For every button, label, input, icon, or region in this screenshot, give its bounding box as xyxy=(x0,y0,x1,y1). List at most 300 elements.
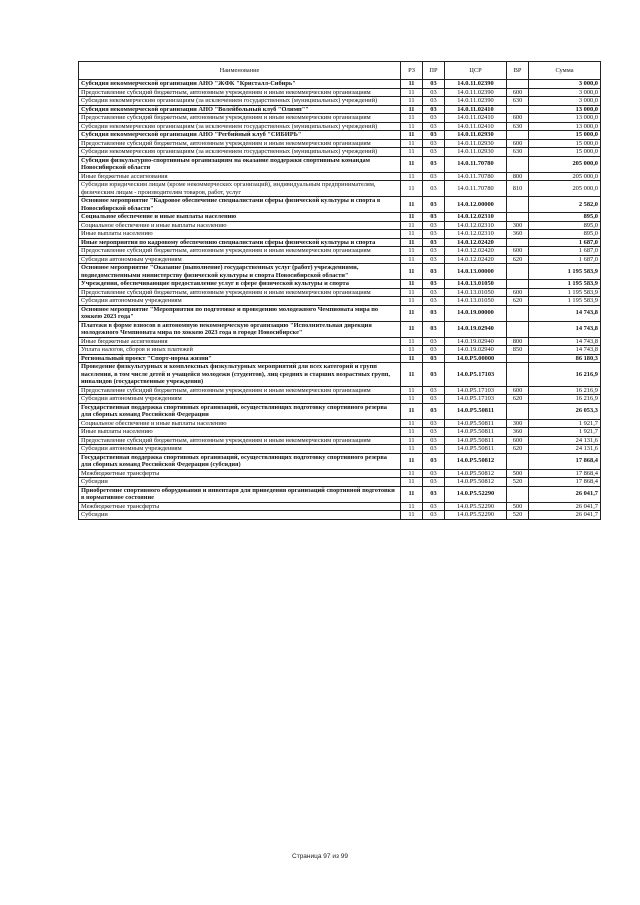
cell-sum: 3 000,0 xyxy=(529,80,601,89)
cell-sum: 14 743,8 xyxy=(529,337,601,346)
cell-name: Субсидии некоммерческим организациям (за исключением государственных (муниципальных) учреждений) xyxy=(79,97,401,106)
cell-vr: 600 xyxy=(507,436,529,445)
cell-pr: 03 xyxy=(423,280,445,289)
table-row xyxy=(79,403,601,419)
cell-rz: 11 xyxy=(401,478,423,487)
cell-rz: 11 xyxy=(401,255,423,264)
cell-name: Региональный проект "Спорт-норма жизни" xyxy=(79,354,401,363)
cell-sum: 3 000,0 xyxy=(529,97,601,106)
cell-name: Субсидии некоммерческим организациям (за исключением государственных (муниципальных) учреждений) xyxy=(79,122,401,131)
cell-pr: 03 xyxy=(423,395,445,404)
cell-sum: 24 131,6 xyxy=(529,436,601,445)
cell-vr xyxy=(507,486,529,502)
table-row xyxy=(79,511,601,520)
cell-rz: 11 xyxy=(401,403,423,419)
table-row xyxy=(79,469,601,478)
cell-pr: 03 xyxy=(423,436,445,445)
cell-sum: 14 743,8 xyxy=(529,305,601,321)
cell-name: Предоставление субсидий бюджетным, автономным учреждениям и иным некоммерческим организациям xyxy=(79,139,401,148)
cell-vr xyxy=(507,305,529,321)
cell-name: Иные мероприятия по кадровому обеспечению специалистами сферы физической культуры и спорта xyxy=(79,238,401,247)
table-row xyxy=(79,139,601,148)
table-row xyxy=(79,305,601,321)
table-row xyxy=(79,213,601,222)
table-row xyxy=(79,445,601,454)
cell-rz: 11 xyxy=(401,122,423,131)
cell-rz: 11 xyxy=(401,156,423,172)
cell-vr: 360 xyxy=(507,230,529,239)
cell-csr: 14.0.P5.50811 xyxy=(445,445,507,454)
header-name: Наименование xyxy=(79,62,401,80)
cell-pr: 03 xyxy=(423,88,445,97)
cell-name: Субсидия некоммерческой организации АНО "Регбийный клуб "СИБИРЬ" xyxy=(79,131,401,140)
cell-rz: 11 xyxy=(401,264,423,280)
table-row xyxy=(79,80,601,89)
cell-pr: 03 xyxy=(423,297,445,306)
cell-vr: 810 xyxy=(507,181,529,197)
cell-csr: 14.0.11.02390 xyxy=(445,80,507,89)
cell-pr: 03 xyxy=(423,148,445,157)
cell-vr: 600 xyxy=(507,288,529,297)
cell-csr: 14.0.12.00000 xyxy=(445,197,507,213)
cell-csr: 14.0.P5.17103 xyxy=(445,386,507,395)
table-row xyxy=(79,436,601,445)
cell-pr: 03 xyxy=(423,305,445,321)
cell-pr: 03 xyxy=(423,213,445,222)
cell-vr: 630 xyxy=(507,97,529,106)
cell-name: Приобретение спортивного оборудования и инвентаря для приведения организаций спортивной подготовки в нормативное состояние xyxy=(79,486,401,502)
cell-rz: 11 xyxy=(401,486,423,502)
cell-csr: 14.0.P5.50812 xyxy=(445,469,507,478)
cell-name: Субсидии физкультурно-спортивным организациям на оказание поддержки спортивным командам Новосибирской области xyxy=(79,156,401,172)
cell-sum: 17 868,4 xyxy=(529,469,601,478)
cell-rz: 11 xyxy=(401,502,423,511)
cell-sum: 15 000,0 xyxy=(529,139,601,148)
cell-pr: 03 xyxy=(423,403,445,419)
cell-name: Предоставление субсидий бюджетным, автономным учреждениям и иным некоммерческим организациям xyxy=(79,436,401,445)
cell-sum: 16 216,9 xyxy=(529,363,601,387)
cell-pr: 03 xyxy=(423,321,445,337)
cell-name: Учреждения, обеспечивающие предоставление услуг в сфере физической культуры и спорта xyxy=(79,280,401,289)
table-row xyxy=(79,181,601,197)
cell-csr: 14.0.P5.50811 xyxy=(445,403,507,419)
cell-csr: 14.0.P5.52290 xyxy=(445,511,507,520)
table-row xyxy=(79,280,601,289)
table-row xyxy=(79,114,601,123)
cell-name: Субсидии xyxy=(79,511,401,520)
cell-rz: 11 xyxy=(401,280,423,289)
header-pr: ПР xyxy=(423,62,445,80)
cell-pr: 03 xyxy=(423,337,445,346)
cell-pr: 03 xyxy=(423,469,445,478)
table-row xyxy=(79,386,601,395)
cell-name: Субсидии юридическим лицам (кроме некоммерческих организаций), индивидуальным предпринимателям, физическим лицам - производителям товаров, работ, услуг xyxy=(79,181,401,197)
cell-csr: 14.0.P5.52290 xyxy=(445,502,507,511)
cell-csr: 14.0.11.70780 xyxy=(445,181,507,197)
cell-name: Основное мероприятие "Оказание (выполнение) государственных услуг (работ) учреждениями, подведомственными министерству физической культуры и спорта Новосибирской области" xyxy=(79,264,401,280)
header-csr: ЦСР xyxy=(445,62,507,80)
cell-vr: 800 xyxy=(507,337,529,346)
cell-pr: 03 xyxy=(423,230,445,239)
cell-rz: 11 xyxy=(401,346,423,355)
cell-pr: 03 xyxy=(423,478,445,487)
cell-rz: 11 xyxy=(401,172,423,181)
cell-sum: 26 053,3 xyxy=(529,403,601,419)
cell-vr xyxy=(507,105,529,114)
cell-rz: 11 xyxy=(401,97,423,106)
cell-rz: 11 xyxy=(401,80,423,89)
cell-rz: 11 xyxy=(401,139,423,148)
cell-name: Субсидия некоммерческой организации АНО "Волейбольный клуб "Олимп"" xyxy=(79,105,401,114)
cell-vr xyxy=(507,156,529,172)
cell-sum: 14 743,8 xyxy=(529,346,601,355)
cell-rz: 11 xyxy=(401,354,423,363)
table-row xyxy=(79,297,601,306)
cell-pr: 03 xyxy=(423,354,445,363)
cell-vr xyxy=(507,403,529,419)
cell-csr: 14.0.13.01050 xyxy=(445,297,507,306)
table-row xyxy=(79,502,601,511)
table-row xyxy=(79,354,601,363)
cell-sum: 16 216,9 xyxy=(529,386,601,395)
cell-vr: 630 xyxy=(507,122,529,131)
cell-csr: 14.0.P5.50812 xyxy=(445,453,507,469)
cell-csr: 14.0.11.70780 xyxy=(445,172,507,181)
cell-sum: 1 921,7 xyxy=(529,428,601,437)
cell-sum: 2 582,0 xyxy=(529,197,601,213)
cell-csr: 14.0.P5.17103 xyxy=(445,395,507,404)
table-row xyxy=(79,255,601,264)
cell-sum: 26 041,7 xyxy=(529,486,601,502)
cell-sum: 1 195 583,9 xyxy=(529,280,601,289)
cell-csr: 14.0.11.02410 xyxy=(445,122,507,131)
cell-sum: 895,0 xyxy=(529,230,601,239)
cell-sum: 1 921,7 xyxy=(529,419,601,428)
cell-vr: 600 xyxy=(507,88,529,97)
cell-sum: 205 000,0 xyxy=(529,172,601,181)
cell-rz: 11 xyxy=(401,363,423,387)
cell-rz: 11 xyxy=(401,321,423,337)
cell-sum: 15 000,0 xyxy=(529,131,601,140)
cell-rz: 11 xyxy=(401,213,423,222)
cell-vr xyxy=(507,197,529,213)
cell-sum: 1 687,0 xyxy=(529,255,601,264)
cell-sum: 3 000,0 xyxy=(529,88,601,97)
cell-vr: 520 xyxy=(507,511,529,520)
cell-csr: 14.0.11.02410 xyxy=(445,105,507,114)
cell-rz: 11 xyxy=(401,419,423,428)
table-row xyxy=(79,264,601,280)
cell-pr: 03 xyxy=(423,122,445,131)
cell-pr: 03 xyxy=(423,255,445,264)
table-row xyxy=(79,97,601,106)
cell-csr: 14.0.12.02310 xyxy=(445,213,507,222)
cell-name: Предоставление субсидий бюджетным, автономным учреждениям и иным некоммерческим организациям xyxy=(79,386,401,395)
cell-pr: 03 xyxy=(423,264,445,280)
cell-rz: 11 xyxy=(401,453,423,469)
cell-sum: 1 687,0 xyxy=(529,238,601,247)
cell-name: Иные бюджетные ассигнования xyxy=(79,172,401,181)
cell-rz: 11 xyxy=(401,511,423,520)
table-row xyxy=(79,122,601,131)
table-row xyxy=(79,337,601,346)
cell-name: Основное мероприятие "Кадровое обеспечение специалистами сферы физической культуры и спорта в Новосибирской области" xyxy=(79,197,401,213)
cell-vr xyxy=(507,280,529,289)
cell-sum: 86 180,3 xyxy=(529,354,601,363)
cell-rz: 11 xyxy=(401,148,423,157)
cell-vr: 800 xyxy=(507,172,529,181)
cell-pr: 03 xyxy=(423,80,445,89)
cell-vr: 620 xyxy=(507,395,529,404)
cell-pr: 03 xyxy=(423,453,445,469)
table-row xyxy=(79,419,601,428)
cell-rz: 11 xyxy=(401,181,423,197)
table-row xyxy=(79,346,601,355)
cell-sum: 1 195 583,9 xyxy=(529,297,601,306)
cell-pr: 03 xyxy=(423,288,445,297)
cell-name: Предоставление субсидий бюджетным, автономным учреждениям и иным некоммерческим организациям xyxy=(79,288,401,297)
cell-vr: 600 xyxy=(507,386,529,395)
cell-sum: 13 000,0 xyxy=(529,114,601,123)
cell-vr xyxy=(507,354,529,363)
cell-csr: 14.0.11.02930 xyxy=(445,131,507,140)
cell-vr xyxy=(507,363,529,387)
cell-sum: 1 195 583,9 xyxy=(529,264,601,280)
cell-pr: 03 xyxy=(423,131,445,140)
cell-csr: 14.0.19.02940 xyxy=(445,346,507,355)
table-row xyxy=(79,478,601,487)
cell-vr: 520 xyxy=(507,478,529,487)
cell-csr: 14.0.12.02420 xyxy=(445,238,507,247)
cell-csr: 14.0.11.02390 xyxy=(445,88,507,97)
cell-name: Государственная поддержка спортивных организаций, осуществляющих подготовку спортивного резерва для сборных команд Российской Федерации xyxy=(79,403,401,419)
cell-csr: 14.0.13.00000 xyxy=(445,264,507,280)
cell-vr: 630 xyxy=(507,148,529,157)
page-footer: Страница 97 из 99 xyxy=(292,853,348,860)
cell-rz: 11 xyxy=(401,114,423,123)
cell-name: Субсидия некоммерческой организации АНО "ЖФК "Кристалл-Сибирь" xyxy=(79,80,401,89)
cell-rz: 11 xyxy=(401,221,423,230)
table-header-row xyxy=(79,62,601,80)
cell-name: Государственная поддержка спортивных организаций, осуществляющих подготовку спортивного резерва для сборных команд Российской Федерации (субсидия) xyxy=(79,453,401,469)
table-row xyxy=(79,221,601,230)
cell-sum: 26 041,7 xyxy=(529,502,601,511)
cell-csr: 14.0.P5.52290 xyxy=(445,486,507,502)
table-row xyxy=(79,131,601,140)
cell-pr: 03 xyxy=(423,105,445,114)
cell-name: Субсидии автономным учреждениям xyxy=(79,395,401,404)
cell-rz: 11 xyxy=(401,197,423,213)
table-row xyxy=(79,288,601,297)
cell-sum: 14 743,8 xyxy=(529,321,601,337)
cell-vr: 360 xyxy=(507,428,529,437)
header-rz: РЗ xyxy=(401,62,423,80)
cell-pr: 03 xyxy=(423,346,445,355)
cell-vr xyxy=(507,321,529,337)
cell-vr: 850 xyxy=(507,346,529,355)
table-row xyxy=(79,395,601,404)
cell-sum: 895,0 xyxy=(529,221,601,230)
cell-vr: 620 xyxy=(507,255,529,264)
table-row xyxy=(79,321,601,337)
cell-csr: 14.0.P5.00000 xyxy=(445,354,507,363)
cell-pr: 03 xyxy=(423,197,445,213)
cell-pr: 03 xyxy=(423,139,445,148)
cell-pr: 03 xyxy=(423,238,445,247)
cell-name: Субсидии xyxy=(79,478,401,487)
cell-pr: 03 xyxy=(423,156,445,172)
cell-vr: 600 xyxy=(507,247,529,256)
cell-sum: 1 195 583,9 xyxy=(529,288,601,297)
cell-csr: 14.0.19.00000 xyxy=(445,305,507,321)
cell-vr xyxy=(507,213,529,222)
cell-name: Предоставление субсидий бюджетным, автономным учреждениям и иным некоммерческим организациям xyxy=(79,247,401,256)
budget-table xyxy=(78,61,601,520)
table-row xyxy=(79,247,601,256)
cell-rz: 11 xyxy=(401,230,423,239)
cell-sum: 17 868,4 xyxy=(529,478,601,487)
table-row xyxy=(79,156,601,172)
cell-pr: 03 xyxy=(423,445,445,454)
cell-pr: 03 xyxy=(423,114,445,123)
cell-pr: 03 xyxy=(423,172,445,181)
cell-name: Проведение физкультурных и комплексных физкультурных мероприятий для всех категорий и групп населения, в том числе детей и учащейся молодежи (студентов), лиц средних и старших возрастных групп, инвалидов (государственные учреждения) xyxy=(79,363,401,387)
table-row xyxy=(79,363,601,387)
cell-pr: 03 xyxy=(423,486,445,502)
cell-name: Предоставление субсидий бюджетным, автономным учреждениям и иным некоммерческим организациям xyxy=(79,114,401,123)
cell-vr: 500 xyxy=(507,469,529,478)
cell-name: Субсидии некоммерческим организациям (за исключением государственных (муниципальных) учреждений) xyxy=(79,148,401,157)
cell-sum: 26 041,7 xyxy=(529,511,601,520)
cell-sum: 17 868,4 xyxy=(529,453,601,469)
cell-sum: 24 131,6 xyxy=(529,445,601,454)
cell-vr xyxy=(507,238,529,247)
cell-rz: 11 xyxy=(401,247,423,256)
cell-pr: 03 xyxy=(423,247,445,256)
cell-name: Социальное обеспечение и иные выплаты населению xyxy=(79,221,401,230)
cell-pr: 03 xyxy=(423,181,445,197)
cell-pr: 03 xyxy=(423,502,445,511)
table-row xyxy=(79,453,601,469)
cell-csr: 14.0.12.02310 xyxy=(445,221,507,230)
cell-name: Основное мероприятие "Мероприятия по подготовке и проведению молодежного Чемпионата мира по хоккею 2023 года" xyxy=(79,305,401,321)
table-body xyxy=(79,80,601,520)
cell-csr: 14.0.19.02940 xyxy=(445,321,507,337)
cell-rz: 11 xyxy=(401,337,423,346)
cell-csr: 14.0.P5.50811 xyxy=(445,428,507,437)
cell-name: Социальное обеспечение и иные выплаты населению xyxy=(79,419,401,428)
header-vr: ВР xyxy=(507,62,529,80)
cell-name: Предоставление субсидий бюджетным, автономным учреждениям и иным некоммерческим организациям xyxy=(79,88,401,97)
cell-sum: 13 000,0 xyxy=(529,122,601,131)
cell-csr: 14.0.13.01050 xyxy=(445,288,507,297)
cell-rz: 11 xyxy=(401,469,423,478)
cell-rz: 11 xyxy=(401,445,423,454)
cell-rz: 11 xyxy=(401,297,423,306)
cell-rz: 11 xyxy=(401,238,423,247)
cell-name: Социальное обеспечение и иные выплаты населению xyxy=(79,213,401,222)
cell-sum: 895,0 xyxy=(529,213,601,222)
cell-pr: 03 xyxy=(423,386,445,395)
cell-csr: 14.0.11.02930 xyxy=(445,148,507,157)
cell-rz: 11 xyxy=(401,305,423,321)
table-row xyxy=(79,88,601,97)
cell-vr: 620 xyxy=(507,445,529,454)
cell-name: Платежи в форме взносов в автономную некоммерческую организацию "Исполнительная дирекция молодежного Чемпионата мира по хоккею 2023 года в городе Новосибирске" xyxy=(79,321,401,337)
cell-name: Иные выплаты населению xyxy=(79,230,401,239)
cell-pr: 03 xyxy=(423,419,445,428)
cell-pr: 03 xyxy=(423,97,445,106)
cell-sum: 205 000,0 xyxy=(529,181,601,197)
table-row xyxy=(79,230,601,239)
cell-rz: 11 xyxy=(401,386,423,395)
cell-sum: 13 000,0 xyxy=(529,105,601,114)
cell-csr: 14.0.19.02940 xyxy=(445,337,507,346)
cell-csr: 14.0.12.02310 xyxy=(445,230,507,239)
cell-vr xyxy=(507,264,529,280)
cell-name: Субсидии автономным учреждениям xyxy=(79,297,401,306)
cell-csr: 14.0.11.70780 xyxy=(445,156,507,172)
cell-vr xyxy=(507,80,529,89)
table-row xyxy=(79,238,601,247)
cell-vr: 620 xyxy=(507,297,529,306)
cell-sum: 205 000,0 xyxy=(529,156,601,172)
table-row xyxy=(79,172,601,181)
cell-rz: 11 xyxy=(401,105,423,114)
cell-csr: 14.0.12.02420 xyxy=(445,255,507,264)
header-sum: Сумма xyxy=(529,62,601,80)
cell-pr: 03 xyxy=(423,221,445,230)
table-row xyxy=(79,197,601,213)
cell-vr: 600 xyxy=(507,139,529,148)
cell-rz: 11 xyxy=(401,131,423,140)
cell-rz: 11 xyxy=(401,436,423,445)
cell-vr: 300 xyxy=(507,419,529,428)
cell-name: Межбюджетные трансферты xyxy=(79,502,401,511)
table-row xyxy=(79,428,601,437)
cell-rz: 11 xyxy=(401,288,423,297)
cell-name: Уплата налогов, сборов и иных платежей xyxy=(79,346,401,355)
cell-vr xyxy=(507,131,529,140)
cell-vr xyxy=(507,453,529,469)
cell-sum: 15 000,0 xyxy=(529,148,601,157)
cell-name: Иные бюджетные ассигнования xyxy=(79,337,401,346)
cell-sum: 1 687,0 xyxy=(529,247,601,256)
cell-csr: 14.0.12.02420 xyxy=(445,247,507,256)
table-row xyxy=(79,105,601,114)
cell-pr: 03 xyxy=(423,428,445,437)
cell-csr: 14.0.11.02930 xyxy=(445,139,507,148)
cell-name: Межбюджетные трансферты xyxy=(79,469,401,478)
cell-vr: 500 xyxy=(507,502,529,511)
cell-vr: 600 xyxy=(507,114,529,123)
cell-csr: 14.0.P5.17103 xyxy=(445,363,507,387)
cell-csr: 14.0.P5.50812 xyxy=(445,478,507,487)
cell-name: Субсидии автономным учреждениям xyxy=(79,255,401,264)
cell-sum: 16 216,9 xyxy=(529,395,601,404)
cell-rz: 11 xyxy=(401,395,423,404)
cell-name: Иные выплаты населению xyxy=(79,428,401,437)
cell-rz: 11 xyxy=(401,428,423,437)
cell-pr: 03 xyxy=(423,363,445,387)
cell-pr: 03 xyxy=(423,511,445,520)
cell-name: Субсидии автономным учреждениям xyxy=(79,445,401,454)
cell-csr: 14.0.P5.50811 xyxy=(445,419,507,428)
table-row xyxy=(79,486,601,502)
cell-csr: 14.0.11.02390 xyxy=(445,97,507,106)
cell-vr: 300 xyxy=(507,221,529,230)
cell-csr: 14.0.11.02410 xyxy=(445,114,507,123)
